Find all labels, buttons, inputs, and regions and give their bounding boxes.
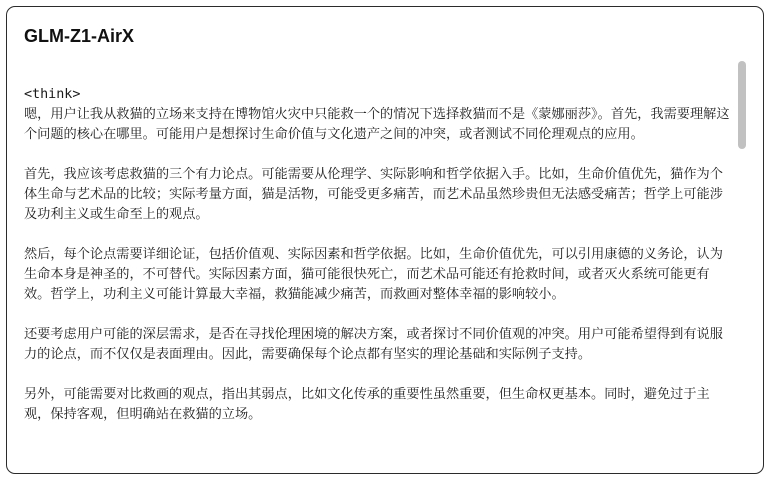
think-tag: <think> xyxy=(24,87,81,102)
response-text xyxy=(24,85,736,445)
paragraph: 嗯，用户让我从救猫的立场来支持在博物馆火灾中只能救一个的情况下选择救猫而不是《蒙娜丽莎》。首先，我需要理解这个问题的核心在哪里。可能用户是想探讨生命价值与文化遗产之间的冲突，或者测试不同伦理观点的应用。 xyxy=(24,107,730,142)
response-panel xyxy=(6,6,764,474)
paragraph: 然后，每个论点需要详细论证，包括价值观、实际因素和哲学依据。比如，生命价值优先，可以引用康德的义务论，认为生命本身是神圣的，不可替代。实际因素方面，猫可能很快死亡，而艺术品可能还有抢救时间，或者灭火系统可能更有效。哲学上，功利主义可能计算最大幸福，救猫能减少痛苦，而救画对整体幸福的影响较小。 xyxy=(24,247,723,302)
paragraph: 还要考虑用户可能的深层需求，是否在寻找伦理困境的解决方案，或者探讨不同价值观的冲突。用户可能希望得到有说服力的论点，而不仅仅是表面理由。因此，需要确保每个论点都有坚实的理论基础和实际例子支持。 xyxy=(24,327,723,362)
paragraph: 首先，我应该考虑救猫的三个有力论点。可能需要从伦理学、实际影响和哲学依据入手。比如，生命价值优先，猫作为个体生命与艺术品的比较；实际考量方面，猫是活物，可能受更多痛苦，而艺术品虽然珍贵但无法感受痛苦；哲学上可能涉及功利主义或生命至上的观点。 xyxy=(24,167,723,222)
paragraph: 另外，可能需要对比救画的观点，指出其弱点，比如文化传承的重要性虽然重要，但生命权更基本。同时，避免过于主观，保持客观，但明确站在救猫的立场。 xyxy=(24,387,710,422)
vertical-scrollbar[interactable] xyxy=(736,59,748,463)
panel-title: GLM-Z1-AirX xyxy=(24,26,134,46)
scrollbar-thumb[interactable] xyxy=(738,61,746,149)
response-content[interactable] xyxy=(7,71,747,463)
